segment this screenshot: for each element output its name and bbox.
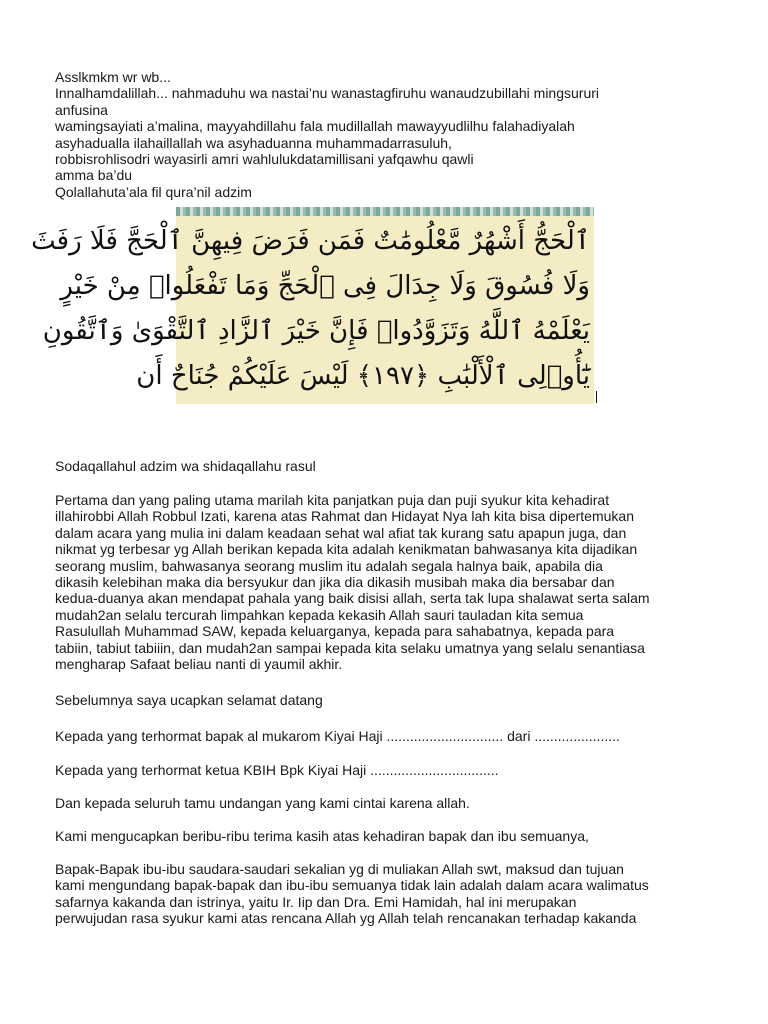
paragraph-welcome: [55, 692, 720, 708]
paragraph-line: safarnya kakanda dan istrinya, yaitu Ir. Iip dan Dra. Emi Hamidah, hal ini merupakan: [55, 893, 577, 910]
text-cursor: [596, 391, 597, 403]
closing-verse-text: Sodaqallahul adzim wa shidaqallahu rasul: [55, 458, 316, 474]
paragraph-text: Kami mengucapkan beribu-ribu terima kasih atas kehadiran bapak dan ibu semuanya,: [55, 828, 589, 844]
paragraph-honored-guest-2: [55, 762, 720, 778]
opening-line: amma ba’du: [55, 167, 133, 184]
quran-verse-line: يَٰٓأُو۟لِى ٱلْأَلْبَٰبِ ﴿١٩٧﴾ لَيْسَ عَلَيْكُمْ جُنَاحٌ أَن: [136, 361, 590, 391]
quran-verse-panel: [31, 207, 594, 404]
quran-verse-line: ٱلْحَجُّ أَشْهُرٌ مَّعْلُومَٰتٌ فَمَن فَرَضَ فِيهِنَّ ٱلْحَجَّ فَلَا رَفَثَ: [31, 226, 590, 256]
opening-line: anfusina: [55, 101, 108, 118]
opening-greeting: [55, 69, 720, 200]
paragraph-line: mengharap Safaat beliau nanti di yaumil akhir.: [55, 656, 343, 673]
paragraph-line: seorang muslim, bahwasanya seorang muslim itu adalah segala halnya baik, apabila dia: [55, 557, 603, 574]
quran-verse-text: [31, 219, 590, 402]
paragraph-line: kedua-duanya akan mendapat pahala yang baik disisi allah, serta tak lupa shalawat serta salam: [55, 590, 650, 607]
paragraph-purpose: [55, 861, 720, 927]
quran-verse-image: [31, 207, 594, 404]
quran-verse-line: يَعْلَمْهُ ٱللَّهُ وَتَزَوَّدُوا۟ فَإِنَّ خَيْرَ ٱلزَّادِ ٱلتَّقْوَىٰ وَٱتَّقُونِ: [42, 316, 590, 346]
closing-verse-line: [55, 458, 720, 474]
paragraph-text: Kepada yang terhormat bapak al mukarom Kiyai Haji .............................. dari ......................: [55, 728, 620, 744]
opening-line: robbisrohlisodri wayasirli amri wahlulukdatamillisani yafqawhu qawli: [55, 151, 474, 168]
paragraph-all-guests: [55, 795, 720, 811]
paragraph-praise: [55, 492, 720, 672]
paragraph-text: Sebelumnya saya ucapkan selamat datang: [55, 692, 323, 708]
paragraph-line: dalam acara yang mulia ini dalam keadaan sehat wal afiat tak kurang satu apapun juga, dan: [55, 524, 627, 541]
paragraph-line: perwujudan rasa syukur kami atas rencana Allah yg Allah telah rencanakan terhadap kakanda: [55, 910, 637, 927]
paragraph-line: kami mengundang bapak-bapak dan ibu-ibu semuanya tidak lain adalah dalam acara walimatus: [55, 877, 649, 894]
paragraph-thanks: [55, 828, 720, 844]
opening-line: wamingsayiati a’malina, mayyahdillahu fala mudillallah mawayyudlilhu falahadiyalah: [55, 118, 575, 135]
paragraph-line: tabiin, tabiut tabiiin, dan mudah2an sampai kepada kita selaku umatnya yang selalu senantiasa: [55, 639, 645, 656]
paragraph-line: dikasih kelebihan maka dia bersyukur dan jika dia dikasih musibah maka dia bersabar dan: [55, 574, 615, 591]
decorative-border: [176, 207, 594, 216]
opening-line: Asslkmkm wr wb...: [55, 69, 171, 85]
paragraph-text: Dan kepada seluruh tamu undangan yang kami cintai karena allah.: [55, 795, 470, 811]
paragraph-line: mudah2an selalu tercurah limpahkan kepada kekasih Allah sauri tauladan kita semua: [55, 606, 584, 623]
quran-verse-line: وَلَا فُسُوقَ وَلَا جِدَالَ فِى ٱلْحَجِّ وَمَا تَفْعَلُوا۟ مِنْ خَيْرٍ: [60, 271, 590, 301]
paragraph-honored-guest-1: [55, 728, 720, 744]
paragraph-line: Pertama dan yang paling utama marilah kita panjatkan puja dan puji syukur kita kehadirat: [55, 492, 610, 508]
opening-line: Innalhamdalillah... nahmaduhu wa nastai’nu wanastagfiruhu wanaudzubillahi mingsururi: [55, 85, 600, 102]
opening-line: Qolallahuta’ala fil qura’nil adzim: [55, 183, 252, 200]
paragraph-text: Kepada yang terhormat ketua KBIH Bpk Kiyai Haji .................................: [55, 762, 499, 778]
paragraph-line: Bapak-Bapak ibu-ibu saudara-saudari sekalian yg di muliakan Allah swt, maksud dan tujuan: [55, 861, 624, 877]
paragraph-line: illahirobbi Allah Robbul Izati, karena atas Rahmat dan Hidayat Nya lah kita bisa dipertemukan: [55, 508, 634, 525]
paragraph-line: Rasulullah Muhammad SAW, kepada keluarganya, kepada para sahabatnya, kepada para: [55, 623, 615, 640]
opening-line: asyhadualla ilahaillallah wa asyhaduanna muhammadarrasuluh,: [55, 134, 452, 151]
paragraph-line: nikmat yg terbesar yg Allah berikan kepada kita adalah kenikmatan bahwasanya kita dijadikan: [55, 541, 638, 558]
